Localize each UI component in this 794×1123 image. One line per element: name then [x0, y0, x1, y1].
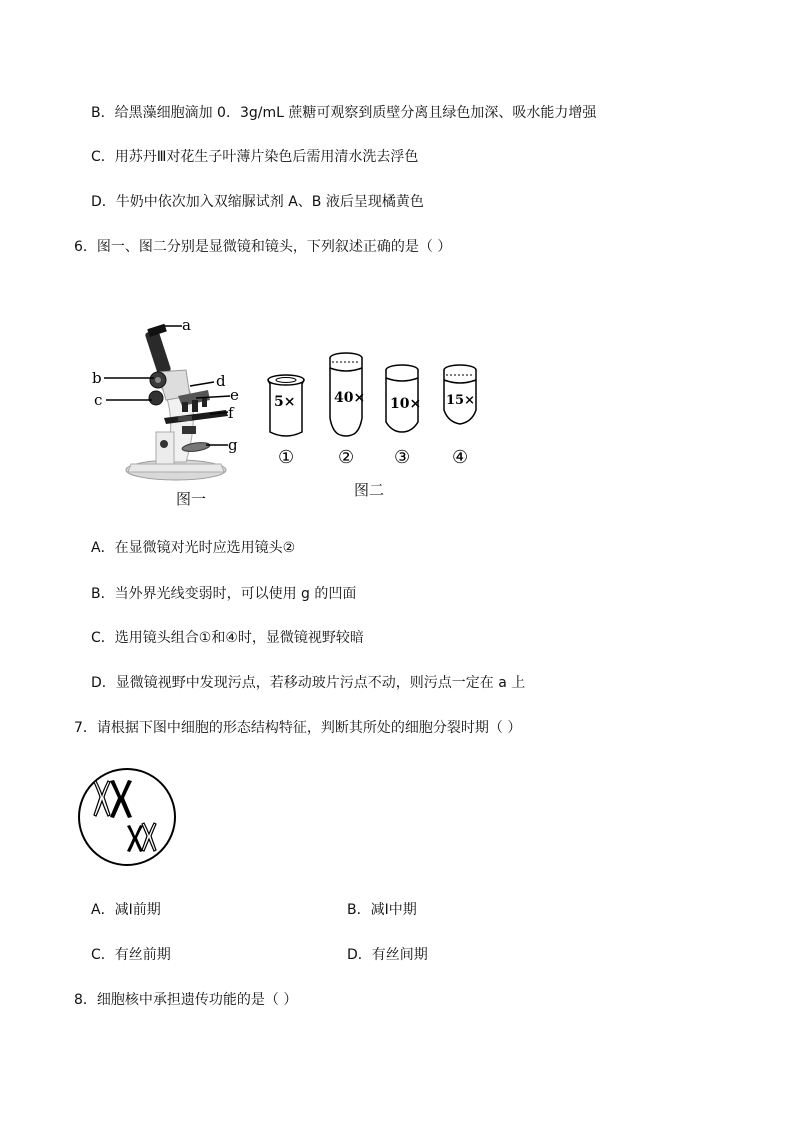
- cell-figure: [76, 765, 178, 869]
- lens-3: [386, 365, 421, 468]
- q8-stem: 8．细胞核中承担遗传功能的是（ ）: [74, 992, 298, 1008]
- q5-option-b: B．给黑藻细胞滴加 0．3g/mL 蔗糖可观察到质壁分离且绿色加深、吸水能力增强: [91, 105, 597, 121]
- microscope-figure: [86, 312, 256, 487]
- figure1-caption: 图一: [176, 490, 207, 508]
- lens-3-num: ③: [394, 447, 411, 468]
- q5-option-c: C．用苏丹Ⅲ对花生子叶薄片染色后需用清水洗去浮色: [91, 149, 419, 165]
- q7-stem: 7．请根据下图中细胞的形态结构特征，判断其所处的细胞分裂时期（ ）: [74, 720, 522, 736]
- q6-option-a: A．在显微镜对光时应选用镜头②: [91, 540, 296, 556]
- q6-option-d: D．显微镜视野中发现污点，若移动玻片污点不动，则污点一定在 a 上: [91, 675, 526, 691]
- q5-option-d: D．牛奶中依次加入双缩脲试剂 A、B 液后呈现橘黄色: [91, 194, 424, 210]
- label-d: d: [216, 372, 226, 390]
- lens-3-mag: 10×: [390, 396, 422, 412]
- lens-4-num: ④: [452, 447, 469, 468]
- lens-1-num: ①: [278, 447, 295, 468]
- label-e: e: [230, 386, 239, 404]
- label-f: f: [228, 404, 234, 422]
- lens-1: [268, 375, 304, 468]
- label-c: c: [94, 391, 103, 409]
- label-g: g: [228, 436, 238, 454]
- q6-option-c: C．选用镜头组合①和④时，显微镜视野较暗: [91, 630, 364, 646]
- lens-2: [330, 353, 365, 468]
- lens-4: [444, 365, 476, 468]
- lens-2-mag: 40×: [334, 390, 366, 406]
- q7-option-b: B．减Ⅰ中期: [347, 902, 417, 918]
- q6-option-b: B．当外界光线变弱时，可以使用 g 的凹面: [91, 586, 357, 602]
- label-a: a: [182, 316, 191, 334]
- lens-4-mag: 15×: [446, 393, 475, 408]
- q7-option-d: D．有丝间期: [347, 947, 428, 963]
- q7-option-c: C．有丝前期: [91, 947, 171, 963]
- q6-stem: 6．图一、图二分别是显微镜和镜头，下列叙述正确的是（ ）: [74, 239, 452, 255]
- label-b: b: [92, 369, 102, 387]
- lens-1-mag: 5×: [274, 394, 296, 410]
- q7-option-a: A．减Ⅰ前期: [91, 902, 161, 918]
- lens-2-num: ②: [338, 447, 355, 468]
- figure2-caption: 图二: [354, 481, 385, 499]
- lenses-figure: [262, 340, 484, 488]
